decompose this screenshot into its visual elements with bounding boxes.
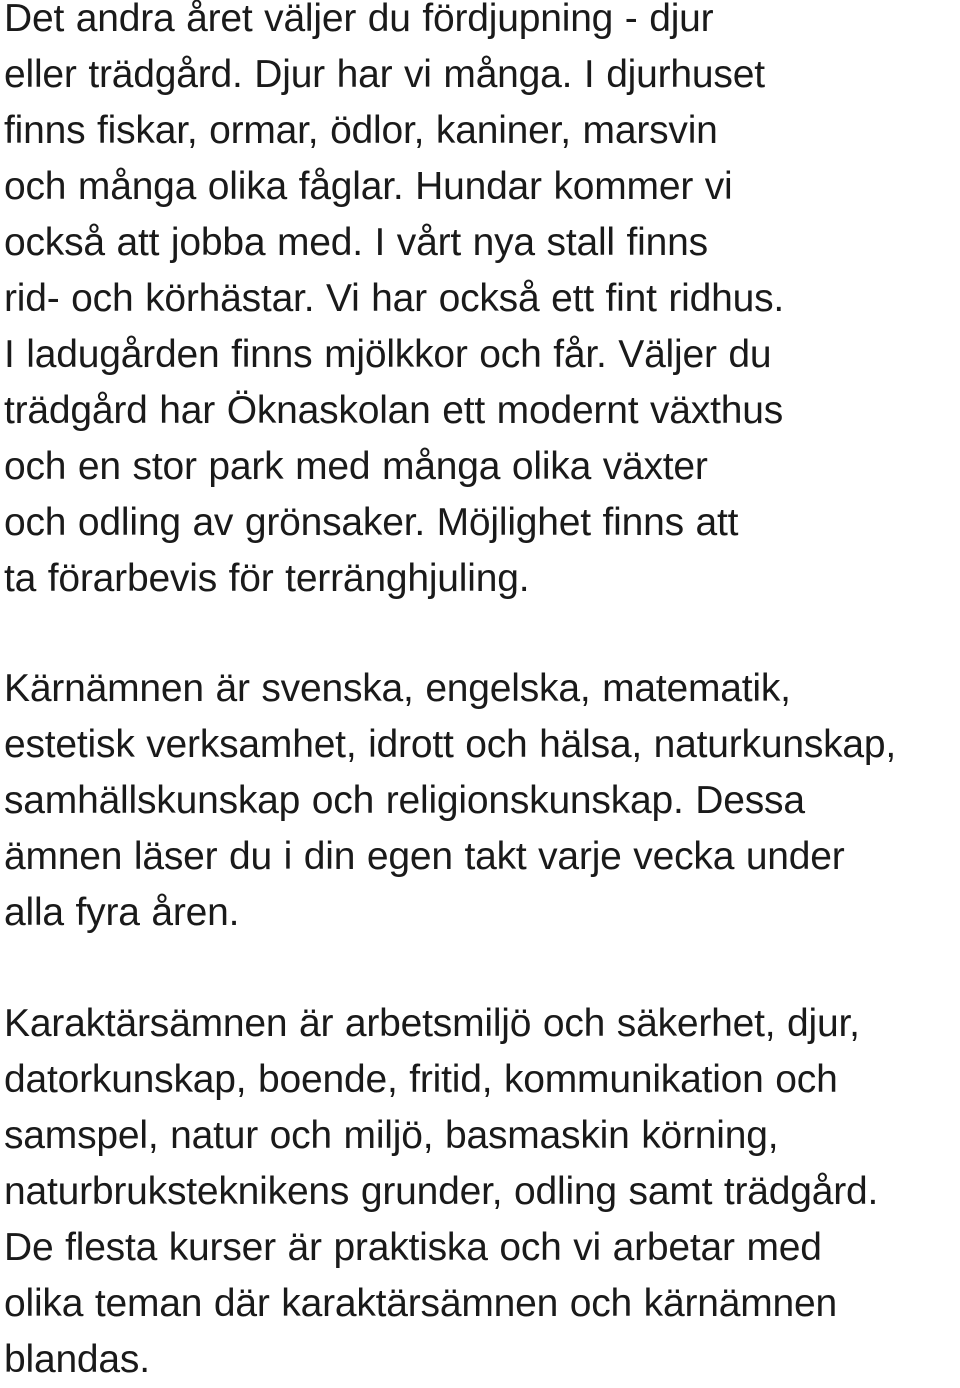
text-line: blandas. bbox=[4, 1338, 150, 1381]
text-line: finns fiskar, ormar, ödlor, kaniner, marsvin bbox=[4, 109, 718, 152]
text-line: Kärnämnen är svenska, engelska, matematik, bbox=[4, 667, 791, 710]
text-line: ämnen läser du i din egen takt varje vecka under bbox=[4, 835, 845, 878]
paragraph-program-subjects bbox=[4, 996, 878, 1388]
text-line: olika teman där karaktärsämnen och kärnämnen bbox=[4, 1282, 837, 1325]
text-line: naturbruksteknikens grunder, odling samt trädgård. bbox=[4, 1170, 879, 1213]
text-line: samspel, natur och miljö, basmaskin körning, bbox=[4, 1114, 779, 1157]
text-line: ta förarbevis för terränghjuling. bbox=[4, 557, 530, 600]
text-line: och en stor park med många olika växter bbox=[4, 445, 708, 488]
text-line: eller trädgård. Djur har vi många. I djurhuset bbox=[4, 53, 765, 96]
paragraph-specialization bbox=[4, 0, 784, 607]
text-line: och odling av grönsaker. Möjlighet finns att bbox=[4, 501, 739, 544]
text-line: också att jobba med. I vårt nya stall finns bbox=[4, 221, 708, 264]
text-line: samhällskunskap och religionskunskap. Dessa bbox=[4, 779, 805, 822]
text-line: Det andra året väljer du fördjupning - djur bbox=[4, 0, 714, 40]
text-line: och många olika fåglar. Hundar kommer vi bbox=[4, 165, 733, 208]
text-line: I ladugården finns mjölkkor och får. Väljer du bbox=[4, 333, 772, 376]
text-line: Karaktärsämnen är arbetsmiljö och säkerhet, djur, bbox=[4, 1002, 860, 1045]
text-line: datorkunskap, boende, fritid, kommunikation och bbox=[4, 1058, 838, 1101]
text-line: rid- och körhästar. Vi har också ett fint ridhus. bbox=[4, 277, 785, 320]
text-line: estetisk verksamhet, idrott och hälsa, naturkunskap, bbox=[4, 723, 897, 766]
paragraph-core-subjects bbox=[4, 661, 896, 941]
text-line: alla fyra åren. bbox=[4, 891, 240, 934]
text-line: trädgård har Öknaskolan ett modernt växthus bbox=[4, 389, 783, 432]
text-line: De flesta kurser är praktiska och vi arbetar med bbox=[4, 1226, 822, 1269]
